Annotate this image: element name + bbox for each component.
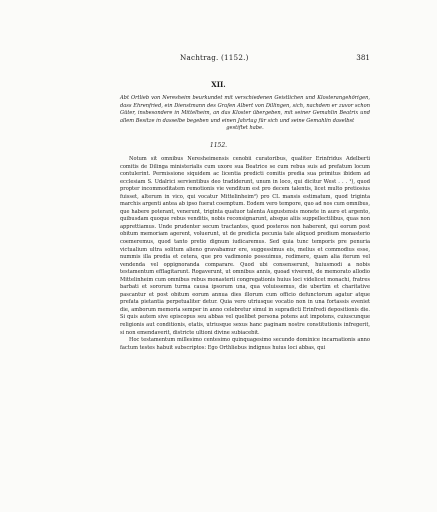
running-head: Nachtrag. (1152.): [180, 53, 249, 62]
body-paragraph: Notum sit omnibus Neresheimensis cenobii curatoribus, qualiter Erinfridus Adelberti comitis de Dilinga ministerialis cum uxore sua Beatrice se cum rebus suis ad prefatum locum contulerint. Permissione siquidem ac licentia predicti comitis predia sua primitus ibidem ad ecclesiam S. Udalrici servientibus deo tradiderunt, unum in loco, qui dicitur West . . . ¹), quod propter incommoditatem remotionis vie venditum est pro decem talentis, licet multo pretiosius fuisset, alterum in vico, qui vocatur Mittelinheim²) pro CL mansis estimatum, quod triginta marchis argenti antea ab ipso fuerat coemptum. Eodem vero tempore, quo ad nos cum omnibus, que habere poterant, venerunt, triginta quatuor talenta Augustensis monete in auro et argento, quibusdam quoque rebus venditis, nobis reconsignarunt, absque aliis suppellectilibus, quas non apprettiamus. Unde prudenter secum tractantes, quod posteros non haberent, qui eorum post obitum memoriam agerent, voluerunt, ut de predicta pecunia tale aliquod predium monasterio coemeremus, quod tanto pretio dignum iudicaremus. Sed quia tunc temporis pre penuria victualium ultra solitum alieno gravabamur ere, suggessimus eis, melius et commodius esse, nummis illa predia et cetera, que pro vadimonio possuimus, redimere, quam alia iterum vel vendenda vel oppignoranda comparare. Quod ubi consenserunt, huiusmodi a nobis testamentum efflagitarunt. Rogaverunt, ut omnibus annis, quoad viverent, de memorato allodio Mittelinheim cum omnibus rebus monasterii congregationis huius loci videlicet monachi, fratres barbati et sororum turma causa ipsorum una, qua voluissemus, die ubertim et charitative pascantur et post obitum eorum annua dies illorum cum officio defunctorum agatur atque prefata pietantia perpetualiter detur. Quia vero utriusque vocatio non in una fortassis eveniet die, amborum memoria semper in anno celebretur simul in supradicti Erinfredi depositionis die. Si quis autem sive episcopus seu abbas vel quelibet persona potens aut impotens, cuiuscunque religionis aut conditionis, etatis, utriusque sexus hanc paginam nostre constitutionis infregerit, si non emendaverit, districte ultioni divine subiacebit.: [120, 156, 370, 336]
regest-text-end: gestiftet habe.: [226, 125, 264, 132]
regest-text: Abt Ortlieb von Neresheim beurkundet mit verschiedenen Geistlichen und Klosterangehörigen, dass Ehrenfried, ein Dienstmann des Grafen Albert von Dillingen, sich, nachdem er zuvor schon Güter, insbesondere in Mittelheim, an das Kloster übergeben, mit seiner Gemahlin Beatrix und allem Besitze in dasselbe begeben und einen Jahrtag für sich und seine Gemahlin daselbst: [120, 95, 370, 124]
document-year: 1152.: [209, 142, 228, 149]
document-number: XII.: [211, 80, 226, 89]
body-paragraph: Hoc testamentum millesimo centesimo quinquagesimo secundo dominice incarnationis anno factum testes habuit subscriptos: Ego Orthliebus indignus huius loci abbas, qui: [120, 337, 370, 351]
body-text: [120, 156, 370, 352]
page-header: [120, 53, 370, 65]
page-number: 381: [356, 53, 370, 62]
document-regest: [120, 95, 370, 133]
